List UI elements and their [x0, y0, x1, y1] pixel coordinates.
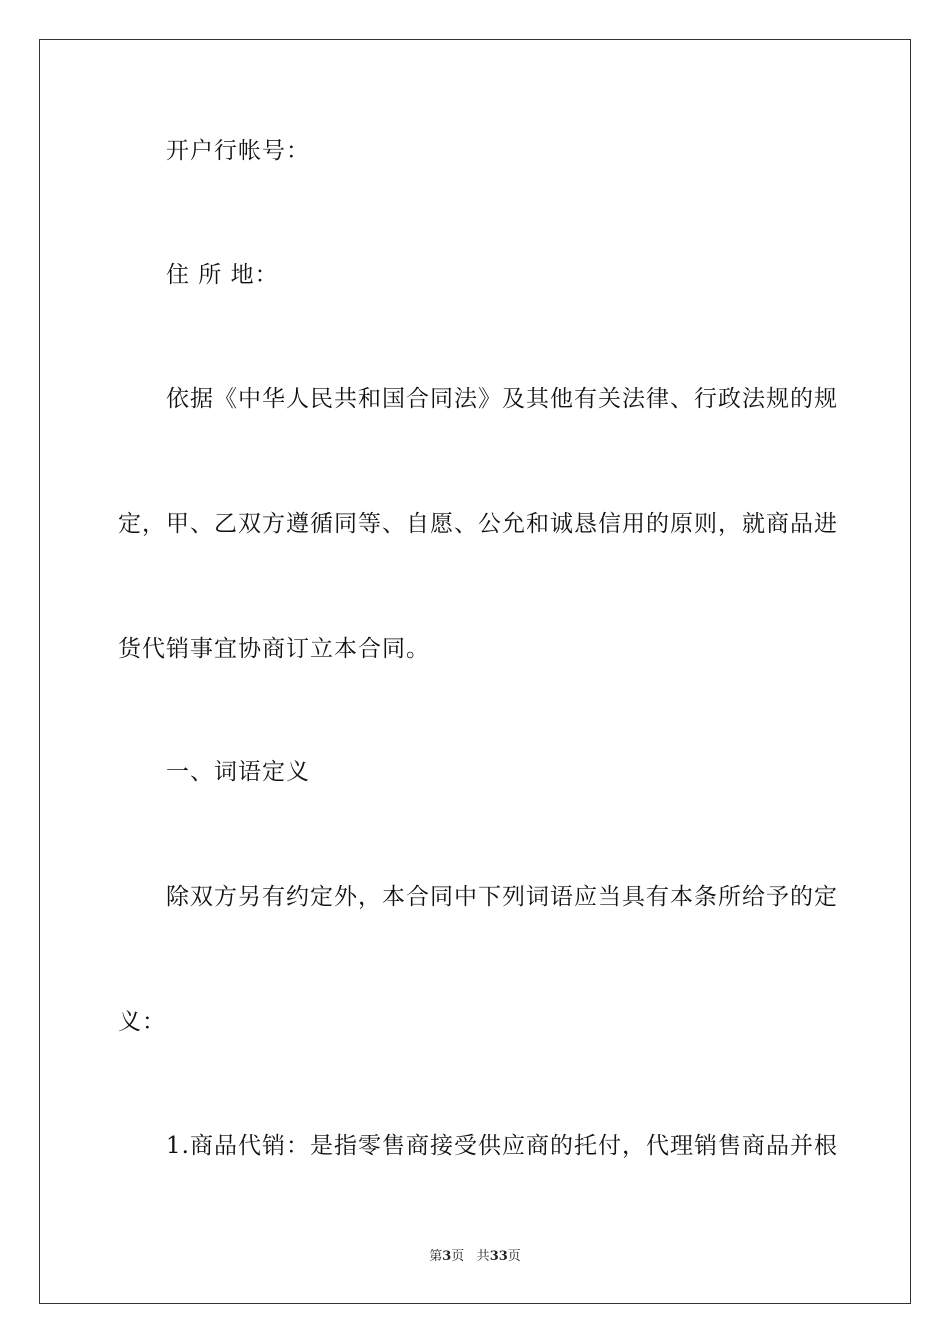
page-footer — [0, 1248, 950, 1266]
total-prefix: 共 — [476, 1249, 490, 1264]
page-prefix: 第 — [429, 1249, 443, 1264]
paragraph-line-account: 开户行帐号： — [118, 138, 310, 164]
page-border — [39, 39, 911, 1304]
paragraph-line-basis-2: 定，甲、乙双方遵循同等、自愿、公允和诚恳信用的原则，就商品进 — [118, 511, 838, 537]
paragraph-line-basis-3: 货代销事宜协商订立本合同。 — [118, 636, 430, 662]
paragraph-line-address: 住 所 地： — [118, 262, 279, 288]
paragraph-line-definitions-1: 除双方另有约定外，本合同中下列词语应当具有本条所给予的定 — [118, 884, 838, 910]
page-current: 3 — [442, 1249, 452, 1264]
paragraph-line-consignment: 1.商品代销：是指零售商接受供应商的托付，代理销售商品并根 — [118, 1133, 838, 1159]
paragraph-line-definitions-2: 义： — [118, 1009, 166, 1035]
page-suffix: 页 — [451, 1249, 465, 1264]
page-total: 33 — [489, 1249, 508, 1264]
total-suffix: 页 — [507, 1249, 521, 1264]
section-heading-definitions: 一、词语定义 — [118, 759, 310, 785]
paragraph-line-basis-1: 依据《中华人民共和国合同法》及其他有关法律、行政法规的规 — [118, 386, 838, 412]
